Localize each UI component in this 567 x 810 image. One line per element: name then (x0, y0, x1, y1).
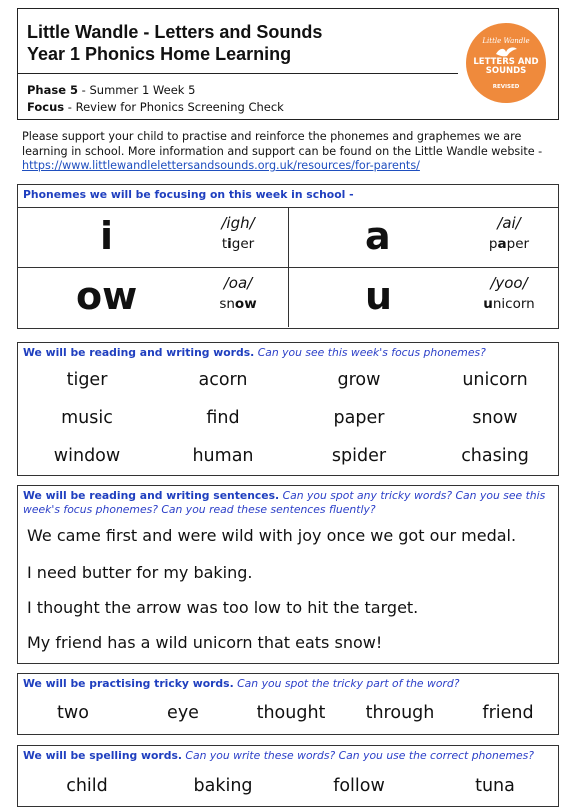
spelling-word: baking (193, 776, 253, 796)
spelling-word: follow (333, 776, 385, 796)
phoneme-cell (18, 207, 288, 267)
header-box (17, 8, 559, 120)
phoneme-example: tiger (221, 236, 255, 252)
word: find (206, 408, 240, 428)
tricky-word: through (365, 703, 435, 723)
phoneme-sound: /ai/ (497, 214, 521, 232)
word: spider (331, 446, 387, 466)
spelling-word: child (66, 776, 108, 796)
tricky-words-box (17, 673, 559, 735)
little-wandle-logo (466, 23, 546, 103)
reading-words-heading: We will be reading and writing words. Can you see this week's focus phonemes? (23, 346, 486, 359)
sentence: My friend has a wild unicorn that eats snow! (27, 633, 383, 652)
logo-line-1: LETTERS AND (473, 57, 539, 67)
phoneme-grapheme: ow (76, 274, 138, 318)
tricky-word: eye (167, 703, 199, 723)
phoneme-cell (288, 267, 558, 327)
sentences-heading: We will be reading and writing sentences. Can you spot any tricky words? Can you see this week's focus phonemes? Can you read these sentences fluently? (23, 489, 546, 516)
phoneme-sound: /igh/ (221, 214, 255, 232)
word: unicorn (462, 370, 528, 390)
focus-label: Focus (27, 100, 65, 114)
phonemes-heading (23, 188, 354, 202)
word: snow (472, 408, 518, 428)
tricky-word: friend (482, 703, 534, 723)
phoneme-cell (18, 267, 288, 327)
intro-paragraph (22, 130, 562, 174)
word-row (18, 408, 558, 438)
tricky-word: thought (256, 703, 326, 723)
tricky-word: two (57, 703, 89, 723)
word: paper (333, 408, 385, 428)
page-title (27, 21, 322, 65)
phoneme-sound: /oa/ (223, 274, 253, 292)
intro-text: Please support your child to practise and reinforce the phonemes and graphemes we are learning in school. More information and support can be found on the Little Wandle website - (22, 130, 543, 158)
spelling-box (17, 745, 559, 807)
phase-value: - Summer 1 Week 5 (78, 83, 196, 97)
sentence: I thought the arrow was too low to hit the target. (27, 598, 419, 617)
phoneme-cell (288, 207, 558, 267)
word-row (18, 370, 558, 400)
logo-title (466, 58, 546, 76)
phoneme-grapheme: i (100, 214, 114, 258)
title-line-1: Little Wandle - Letters and Sounds (27, 22, 323, 42)
tricky-words-heading: We will be practising tricky words. Can you spot the tricky part of the word? (23, 677, 460, 690)
phoneme-example: snow (219, 296, 257, 312)
header-meta (27, 82, 284, 116)
spelling-word-row (18, 776, 558, 806)
sentence: We came first and were wild with joy once we got our medal. (27, 526, 517, 545)
word: tiger (66, 370, 108, 390)
focus-value: - Review for Phonics Screening Check (64, 100, 284, 114)
spelling-heading: We will be spelling words. Can you write these words? Can you use the correct phonemes? (23, 749, 534, 762)
tricky-word-row (18, 703, 558, 733)
logo-top-text: Little Wandle (482, 37, 530, 45)
title-line-2: Year 1 Phonics Home Learning (27, 44, 292, 64)
reading-words-box (17, 342, 559, 476)
header-divider (18, 73, 458, 74)
word: grow (337, 370, 381, 390)
word: human (192, 446, 254, 466)
word: music (61, 408, 113, 428)
word: chasing (461, 446, 529, 466)
sentences-box (17, 485, 559, 664)
word-row (18, 446, 558, 476)
phoneme-grapheme: u (365, 274, 393, 318)
word: window (53, 446, 121, 466)
logo-badge: REVISED (492, 84, 520, 90)
phonemes-heading-text: Phonemes we will be focusing on this week in school - (23, 188, 354, 201)
sentence: I need butter for my baking. (27, 563, 253, 582)
phonemes-box (17, 184, 559, 329)
phoneme-example: unicorn (483, 296, 535, 312)
word: acorn (198, 370, 248, 390)
phase-label: Phase 5 (27, 83, 79, 97)
parents-link[interactable]: https://www.littlewandlelettersandsounds.org.uk/resources/for-parents/ (22, 159, 420, 172)
phoneme-grapheme: a (365, 214, 391, 258)
phoneme-sound: /yoo/ (490, 274, 528, 292)
phoneme-example: paper (488, 236, 530, 252)
spelling-word: tuna (475, 776, 515, 796)
logo-line-2: SOUNDS (485, 66, 527, 76)
